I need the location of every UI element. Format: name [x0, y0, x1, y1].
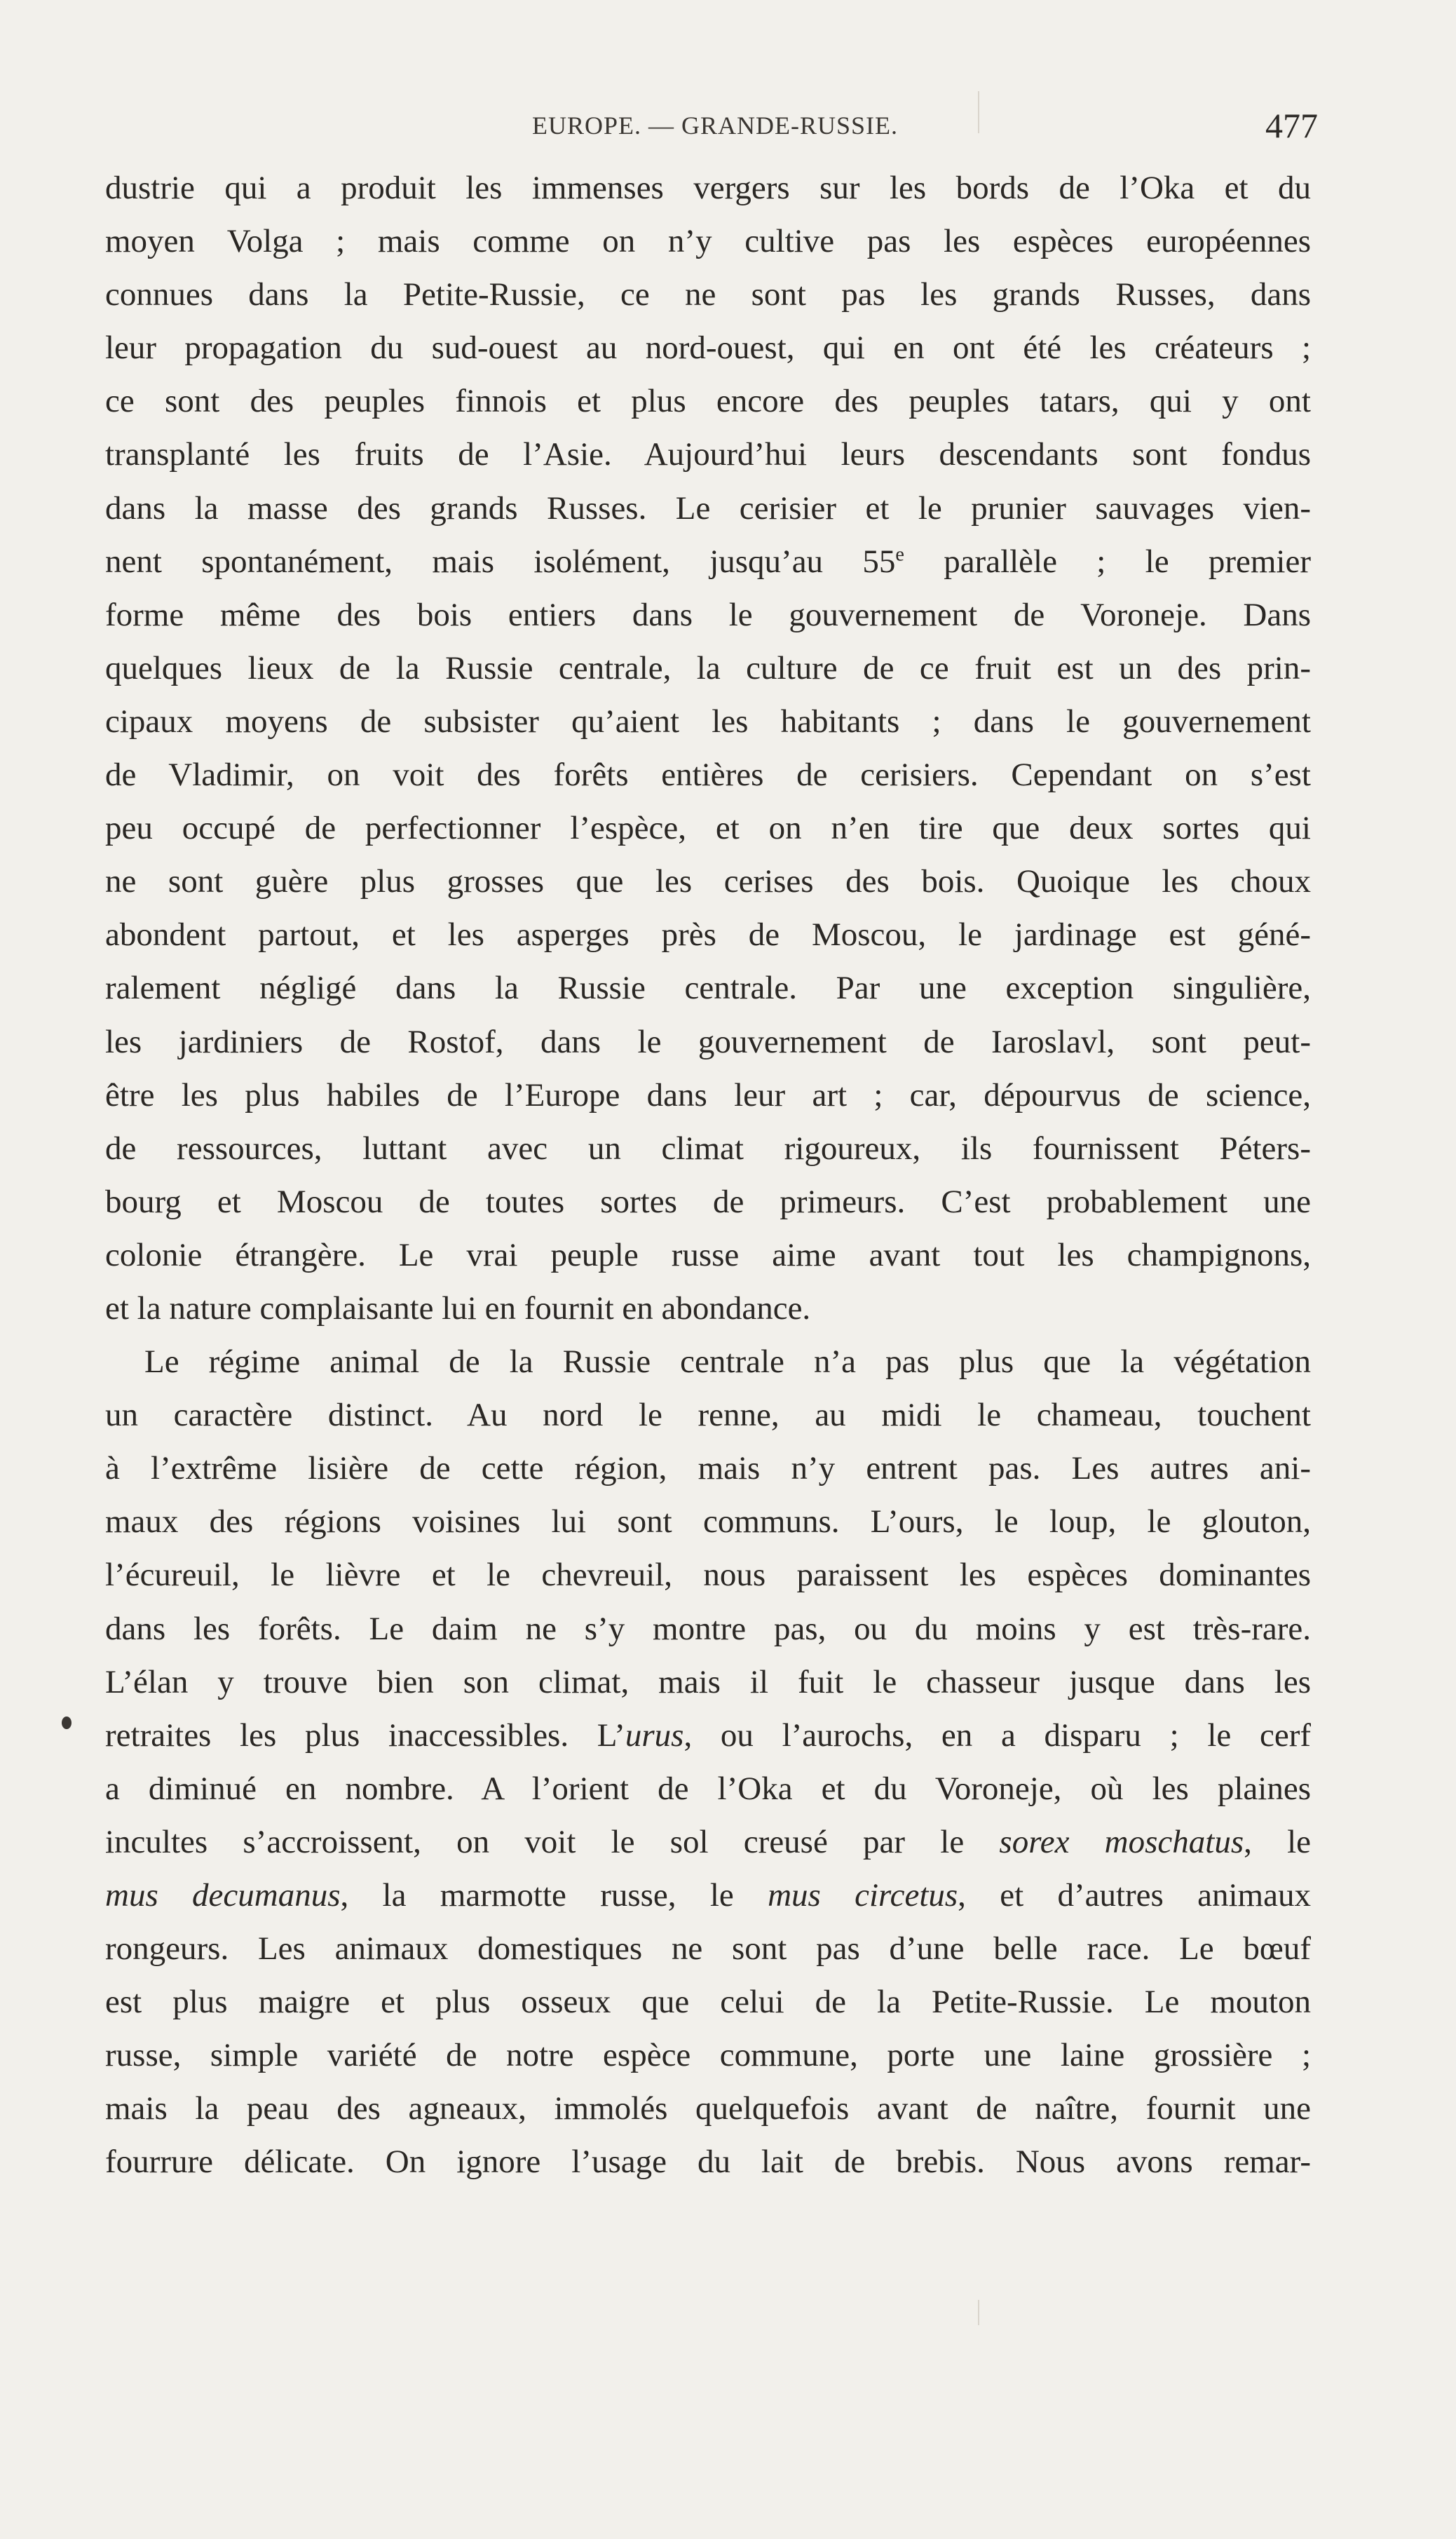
text-segment: , le — [1244, 1823, 1311, 1860]
text-line: colonie étrangère. Le vrai peuple russe aime avant tout les champignons, — [105, 1236, 1311, 1273]
text-line: dans les forêts. Le daim ne s’y montre pas, ou du moins y est très-rare. — [105, 1610, 1311, 1647]
text-line: quelques lieux de la Russie centrale, la culture de ce fruit est un des prin- — [105, 649, 1311, 686]
text-line — [105, 1709, 1311, 1762]
page-number: 477 — [1265, 106, 1318, 145]
text-line: dustrie qui a produit les immenses vergers sur les bords de l’Oka et du — [105, 170, 1311, 206]
text-line: ne sont guère plus grosses que les cerises des bois. Quoique les choux — [105, 863, 1311, 900]
page-crease-mark-bottom — [978, 2300, 979, 2325]
text-line: leur propagation du sud-ouest au nord-ouest, qui en ont été les créateurs ; — [105, 330, 1311, 367]
text-segment: , et d’autres animaux — [958, 1877, 1311, 1914]
text-line: à l’extrême lisière de cette région, mais n’y entrent pas. Les autres ani- — [105, 1450, 1311, 1487]
text-line: l’écureuil, le lièvre et le chevreuil, nous paraissent les espèces dominantes — [105, 1557, 1311, 1594]
text-segment: , la marmotte russe, le — [340, 1877, 768, 1914]
text-line: ce sont des peuples finnois et plus encore des peuples tatars, qui y ont — [105, 383, 1311, 420]
text-line: connues dans la Petite-Russie, ce ne sont pas les grands Russes, dans — [105, 276, 1311, 313]
body-text — [105, 161, 1311, 2189]
text-line: de Vladimir, on voit des forêts entières de cerisiers. Cependant on s’est — [105, 757, 1311, 794]
text-line: être les plus habiles de l’Europe dans leur art ; car, dépourvus de science, — [105, 1076, 1311, 1113]
text-line: ralement négligé dans la Russie centrale. Par une exception singulière, — [105, 970, 1311, 1007]
text-line: abondent partout, et les asperges près de Moscou, le jardinage est géné- — [105, 916, 1311, 954]
running-title: EUROPE. — GRANDE-RUSSIE. — [531, 111, 899, 140]
superscript: e — [895, 543, 904, 565]
text-line — [105, 1815, 1311, 1869]
text-line: cipaux moyens de subsister qu’aient les habitants ; dans le gouvernement — [105, 703, 1311, 740]
text-line: peu occupé de perfectionner l’espèce, et on n’en tire que deux sortes qui — [105, 810, 1311, 847]
text-line: a diminué en nombre. A l’orient de l’Oka et du Voroneje, où les plaines — [105, 1770, 1311, 1807]
paragraph-first-line: Le régime animal de la Russie centrale n’a pas plus que la végétation — [144, 1343, 1311, 1381]
paragraph-last-line: et la nature complaisante lui en fournit en abondance. — [105, 1289, 811, 1327]
italic-term: urus — [625, 1717, 684, 1754]
text-line: mais la peau des agneaux, immolés quelquefois avant de naître, fournit une — [105, 2090, 1311, 2127]
text-line: un caractère distinct. Au nord le renne, au midi le chameau, touchent — [105, 1397, 1311, 1434]
text-line: de ressources, luttant avec un climat rigoureux, ils fournissent Péters- — [105, 1130, 1311, 1167]
text-segment: retraites les plus inaccessibles. L’ — [105, 1717, 625, 1754]
text-line: rongeurs. Les animaux domestiques ne sont pas d’une belle race. Le bœuf — [105, 1930, 1311, 1968]
text-segment: incultes s’accroissent, on voit le sol creusé par le — [105, 1823, 965, 1860]
text-line: bourg et Moscou de toutes sortes de primeurs. C’est probablement une — [105, 1183, 1311, 1220]
margin-ink-dot — [62, 1717, 72, 1729]
text-segment: nent spontanément, mais isolément, jusqu’au 55 — [105, 543, 896, 580]
text-line: est plus maigre et plus osseux que celui de la Petite-Russie. Le mouton — [105, 1984, 1311, 2021]
text-line: dans la masse des grands Russes. Le cerisier et le prunier sauvages vien- — [105, 489, 1311, 527]
text-line: les jardiniers de Rostof, dans le gouvernement de Iaroslavl, sont peut- — [105, 1023, 1311, 1060]
italic-term: sorex moschatus — [999, 1823, 1244, 1860]
text-segment: parallèle ; le premier — [904, 543, 1311, 580]
text-line: transplanté les fruits de l’Asie. Aujourd’hui leurs descendants sont fondus — [105, 436, 1311, 473]
text-segment: , ou l’aurochs, en a disparu ; le cerf — [683, 1717, 1311, 1754]
text-line: russe, simple variété de notre espèce commune, porte une laine grossière ; — [105, 2037, 1311, 2074]
italic-term: mus circetus — [768, 1877, 958, 1914]
text-line: fourrure délicate. On ignore l’usage du lait de brebis. Nous avons remar- — [105, 2144, 1311, 2181]
text-line: maux des régions voisines lui sont communs. L’ours, le loup, le glouton, — [105, 1503, 1311, 1541]
text-line — [105, 535, 1311, 588]
italic-term: mus decumanus — [105, 1877, 341, 1914]
text-line: L’élan y trouve bien son climat, mais il fuit le chasseur jusque dans les — [105, 1663, 1311, 1700]
running-head — [105, 105, 1325, 147]
text-line: moyen Volga ; mais comme on n’y cultive pas les espèces européennes — [105, 223, 1311, 260]
text-line — [105, 1869, 1311, 1922]
text-line: forme même des bois entiers dans le gouvernement de Voroneje. Dans — [105, 596, 1311, 633]
